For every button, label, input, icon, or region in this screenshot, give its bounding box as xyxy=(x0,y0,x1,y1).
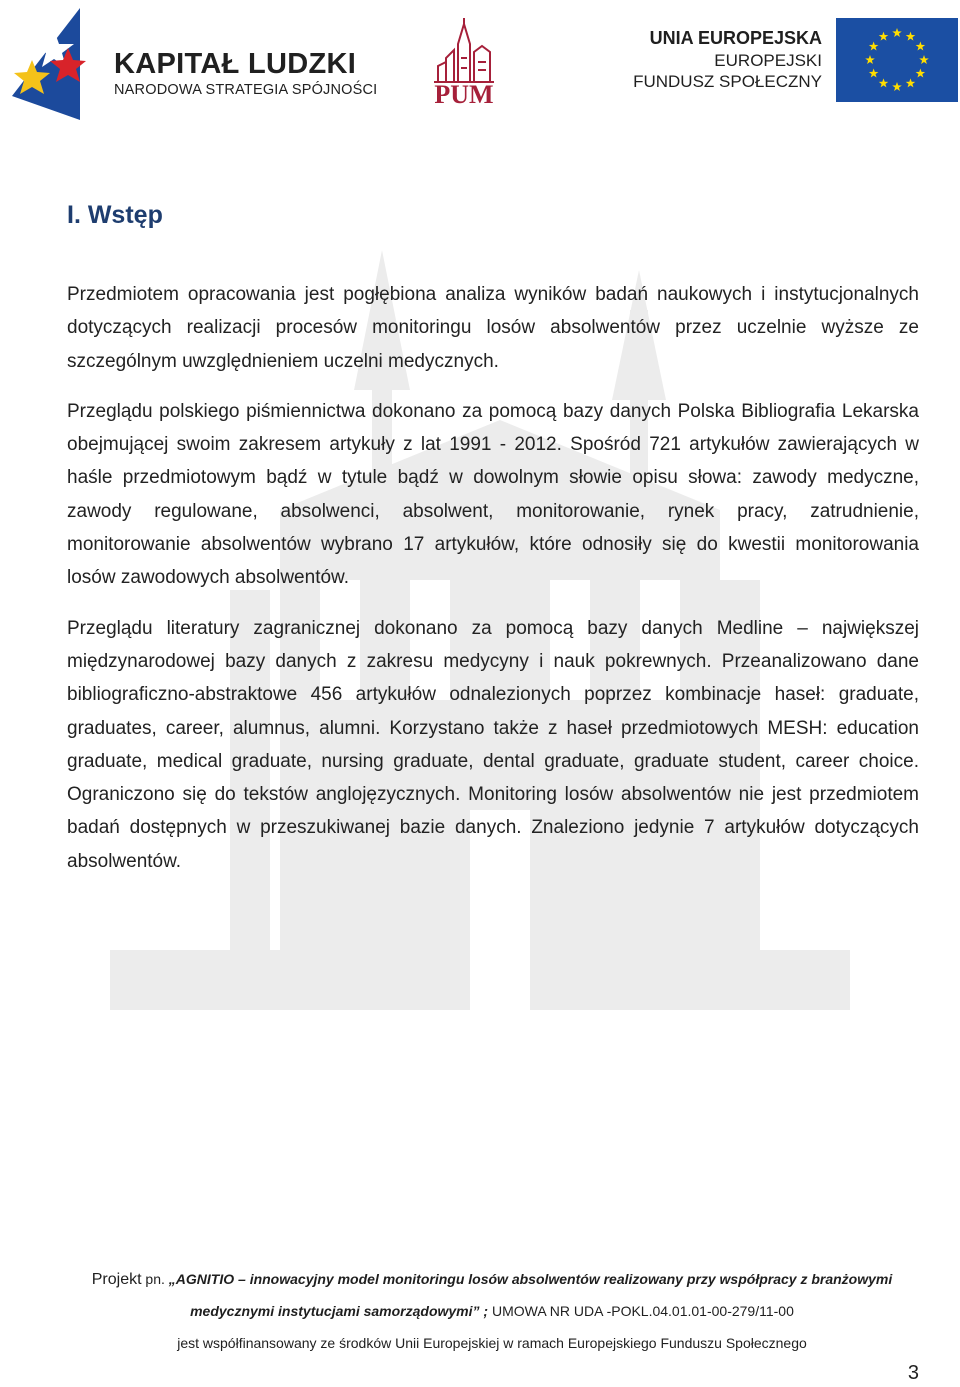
eu-logo-line-3: FUNDUSZ SPOŁECZNY xyxy=(633,72,822,91)
kapital-ludzki-title: KAPITAŁ LUDZKI xyxy=(114,48,357,80)
kapital-ludzki-star-icon xyxy=(6,4,106,124)
kapital-ludzki-logo xyxy=(6,4,386,124)
footer-contract-number: UMOWA NR UDA -POKL.04.01.01-00-279/11-00 xyxy=(488,1303,794,1319)
eu-logo xyxy=(633,18,958,104)
eu-logo-line-1: UNIA EUROPEJSKA xyxy=(649,28,822,48)
pum-logo-text: PUM xyxy=(434,80,494,109)
section-title: I. Wstęp xyxy=(67,201,163,229)
footer-pn: pn. xyxy=(141,1271,169,1287)
paragraph-foreign-literature: Przeglądu literatury zagranicznej dokonano za pomocą bazy danych Medline – największej międzynarodowej bazy danych z zakresu medycyny i nauk pokrewnych. Przeanalizowano dane bibliograficzno-abstraktowe 456 artykułów odnalezionych poprzez kombinacje haseł: graduate, graduates, career, alumnus, alumni. Korzystano także z haseł przedmiotowych MESH: education graduate, medical graduate, nursing graduate, dental graduate, graduate student, career choice. Ograniczono się do tekstów anglojęzycznych. Monitoring losów absolwentów nie jest przedmiotem badań dostępnych w przeszukiwanej bazie danych. Znaleziono jedynie 7 artykułów dotyczących absolwentów. xyxy=(67,617,919,872)
pum-castle-icon xyxy=(428,18,500,84)
footer-project-title-cont: medycznymi instytucjami samorządowymi” ; xyxy=(190,1303,489,1319)
paragraph-intro: Przedmiotem opracowania jest pogłębiona analiza wyników badań naukowych i instytucjonalnych dotyczących realizacji procesów monitoringu losów absolwentów przez uczelnie wyższe ze szczególnym uwzględnieniem uczelni medycznych. xyxy=(67,284,919,372)
eu-flag-icon xyxy=(836,18,958,102)
paragraph-polish-literature: Przeglądu polskiego piśmiennictwa dokonano za pomocą bazy danych Polska Bibliografia Lekarska obejmującej swoim zakresem artykuły z lat 1991 - 2012. Spośród 721 artykułów zawierających w haśle przedmiotowym bądź w tytule bądź w dowolnym słowie opisu słowa: zawody medyczne, zawody regulowane, absolwenci, absolwent, monitorowanie, rynek pracy, zatrudnienie, monitorowanie absolwentów wybrano 17 artykułów, które odnosiły się do kwestii monitorowania losów zawodowych absolwentów. xyxy=(67,400,919,589)
footer-line-2 xyxy=(60,1298,924,1330)
footer-line-3: jest współfinansowany ze środków Unii Europejskiej w ramach Europejskiego Funduszu Społecznego xyxy=(177,1335,807,1351)
kapital-ludzki-subtitle: NARODOWA STRATEGIA SPÓJNOŚCI xyxy=(114,82,378,98)
body-text xyxy=(67,278,919,895)
footer-project-title: „AGNITIO – innowacyjny model monitoringu losów absolwentów realizowany przy współpracy z branżowymi xyxy=(168,1271,893,1287)
footer-line-1 xyxy=(60,1266,924,1298)
page-footer xyxy=(60,1266,924,1362)
eu-logo-line-2: EUROPEJSKI xyxy=(714,51,822,70)
footer-project-label: Projekt xyxy=(91,1271,142,1288)
pum-logo xyxy=(428,18,500,108)
page-number: 3 xyxy=(907,1362,919,1384)
